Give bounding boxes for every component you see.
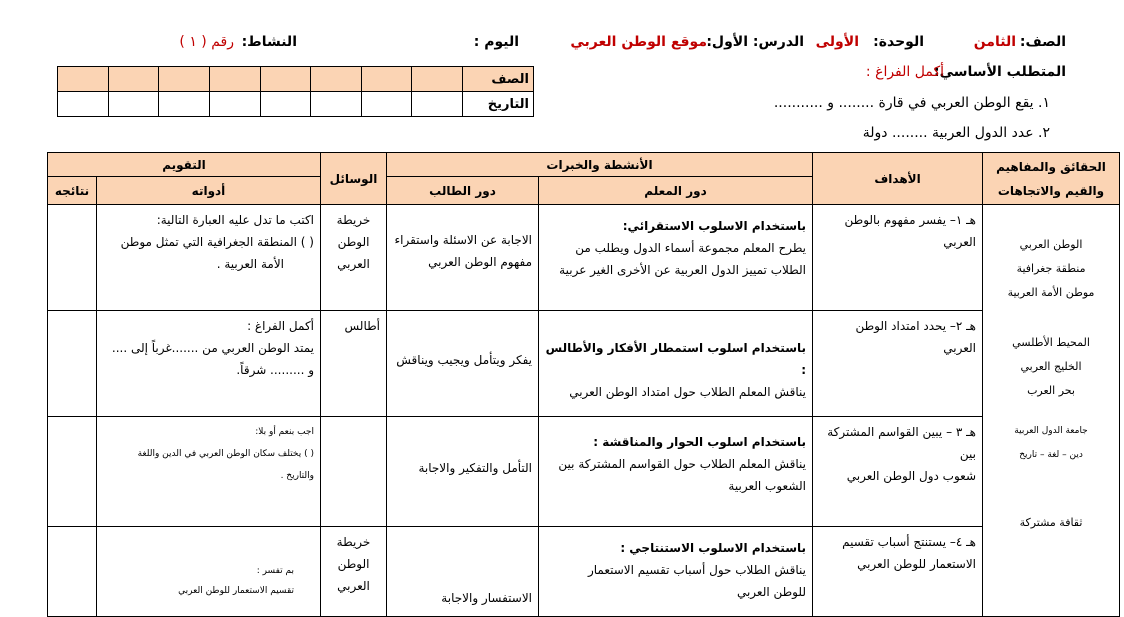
goal-text: هـ ١– يفسر مفهوم بالوطن العربي [844, 213, 977, 249]
tools-cell [97, 417, 321, 527]
means-text: الوطن [337, 557, 370, 571]
tools-text: الأمة العربية . [216, 257, 284, 271]
header-teacher: دور المعلم [539, 177, 813, 205]
teacher-text: يناقش المعلم الطلاب حول القواسم المشتركة بين [558, 457, 807, 471]
date-cell [58, 92, 109, 117]
means-text: أطالس [344, 319, 380, 333]
teacher-cell [539, 205, 813, 311]
class-label: الصف: [1019, 34, 1066, 50]
activity-label: النشاط: [241, 34, 297, 50]
tools-text: يمتد الوطن العربي من .......غرباً إلى .... [111, 341, 314, 355]
fact-item: الخليج العربي [1020, 360, 1082, 373]
date-cell [108, 92, 159, 117]
teacher-text: يطرح المعلم مجموعة أسماء الدول ويطلب من [575, 241, 807, 255]
day-label: اليوم : [473, 34, 519, 50]
teacher-text: الطلاب تمييز الدول العربية عن الأخرى الغير عربية [559, 263, 807, 277]
header-activities: الأنشطة والخبرات [387, 153, 813, 177]
fact-item: بحر العرب [1027, 384, 1075, 397]
header-facts: الحقائق والمفاهيم والقيم والاتجاهات [983, 153, 1120, 205]
means-text: العربي [337, 579, 370, 593]
results-cell [48, 205, 97, 311]
teacher-text: يناقش الطلاب حول أسباب تقسيم الاستعمار [587, 563, 807, 577]
fact-item: الوطن العربي [1019, 238, 1083, 251]
goal-text: الاستعمار للوطن العربي [857, 557, 977, 571]
means-cell [321, 417, 387, 527]
header-goals: الأهداف [813, 153, 983, 205]
results-cell [48, 417, 97, 527]
goal-cell [813, 311, 983, 417]
unit-value: الأولى [815, 34, 859, 50]
teacher-strategy: باستخدام اسلوب استمطار الأفكار والأطالس : [545, 341, 807, 377]
tools-text: ( ) المنطقة الجغرافية التي تمثل موطن [120, 235, 314, 249]
header-tools: أدواته [97, 177, 321, 205]
class-value: الثامن [973, 34, 1016, 50]
prereq-question-2: ٢. عدد الدول العربية ........ دولة [862, 125, 1050, 141]
date-cell [412, 92, 463, 117]
student-cell [387, 205, 539, 311]
fact-item: منطقة جغرافية [1016, 262, 1086, 275]
goal-text: هـ ٢– يحدد امتداد الوطن العربي [855, 319, 977, 355]
date-cell [58, 67, 109, 92]
activity-value: رقم ( ١ ) [179, 34, 234, 50]
teacher-strategy: باستخدام الاسلوب الاستقرائي: [622, 219, 807, 233]
goal-text: هـ ٤– يستنتج أسباب تقسيم [842, 535, 977, 549]
goal-text: هـ ٣ – يبين القواسم المشتركة بين [827, 425, 977, 461]
lesson-label: الدرس: الأول: [706, 34, 804, 50]
date-cell [209, 92, 260, 117]
teacher-strategy: باستخدام اسلوب الحوار والمناقشة : [593, 435, 807, 449]
prereq-label: المتطلب الأساسي: [934, 64, 1066, 80]
prereq-question-1: ١. يقع الوطن العربي في قارة ........ و ........... [773, 95, 1050, 111]
teacher-cell [539, 417, 813, 527]
teacher-strategy: باستخدام الاسلوب الاستنتاجي : [620, 541, 807, 555]
teacher-text: للوطن العربي [736, 585, 807, 599]
teacher-text: الشعوب العربية [728, 479, 807, 493]
student-cell [387, 417, 539, 527]
goal-cell [813, 205, 983, 311]
student-text: مفهوم الوطن العربي [428, 255, 533, 269]
teacher-text: يناقش المعلم الطلاب حول امتداد الوطن العربي [569, 385, 807, 399]
unit-label: الوحدة: [873, 34, 924, 50]
date-table-date-label: التاريخ [463, 92, 534, 117]
date-cell [311, 92, 362, 117]
means-text: العربي [337, 257, 370, 271]
lesson-plan-table [47, 152, 1120, 617]
means-text: الوطن [337, 235, 370, 249]
results-cell [48, 527, 97, 617]
fact-item: جامعة الدول العربية [1014, 426, 1088, 436]
student-text: التأمل والتفكير والاجابة [418, 461, 533, 475]
tools-cell [97, 205, 321, 311]
date-cell [159, 92, 210, 117]
student-text: الاجابة عن الاسئلة واستقراء [394, 233, 533, 247]
student-cell [387, 527, 539, 617]
fact-item: موطن الأمة العربية [1007, 286, 1095, 299]
date-cell [159, 67, 210, 92]
prereq-value: أكمل الفراغ : [865, 64, 944, 80]
goal-cell [813, 417, 983, 527]
table-row [48, 205, 1120, 311]
table-row [48, 417, 1120, 527]
fact-item: دين – لغة – تاريخ [1019, 450, 1083, 460]
teacher-cell [539, 527, 813, 617]
means-cell [321, 311, 387, 417]
fact-item: ثقافة مشتركة [1019, 516, 1083, 529]
tools-text: تقسيم الاستعمار للوطن العربي [178, 586, 294, 596]
teacher-cell [539, 311, 813, 417]
fact-item: المحيط الأطلسي [1012, 336, 1090, 349]
date-cell [412, 67, 463, 92]
header-results: نتائجه [48, 177, 97, 205]
table-row [48, 527, 1120, 617]
student-text: الاستفسار والاجابة [441, 591, 533, 605]
date-cell [361, 92, 412, 117]
tools-text: أكمل الفراغ : [247, 319, 314, 333]
goal-text: شعوب دول الوطن العربي [846, 469, 977, 483]
date-cell [108, 67, 159, 92]
date-table-class-label: الصف [463, 67, 534, 92]
date-table [57, 66, 534, 117]
date-cell [209, 67, 260, 92]
header-means: الوسائل [321, 153, 387, 205]
results-cell [48, 311, 97, 417]
date-cell [311, 67, 362, 92]
tools-text: و ......... شرقاً. [236, 363, 314, 377]
means-text: خريطة [336, 213, 371, 227]
means-cell [321, 205, 387, 311]
tools-text: اكتب ما تدل عليه العبارة التالية: [156, 213, 314, 227]
facts-cell [983, 205, 1120, 617]
tools-text: والتاريخ . [280, 471, 314, 481]
header-student: دور الطالب [387, 177, 539, 205]
tools-text: اجب بنعم أو بلا: [255, 427, 314, 437]
student-text: يفكر ويتأمل ويجيب ويناقش [396, 353, 533, 367]
table-row [48, 311, 1120, 417]
tools-text: بم تفسر : [256, 566, 294, 576]
tools-cell [97, 527, 321, 617]
date-cell [361, 67, 412, 92]
tools-cell [97, 311, 321, 417]
means-cell [321, 527, 387, 617]
means-text: خريطة [336, 535, 371, 549]
goal-cell [813, 527, 983, 617]
student-cell [387, 311, 539, 417]
date-cell [260, 92, 311, 117]
date-cell [260, 67, 311, 92]
tools-text: ( ) يختلف سكان الوطن العربي في الدين واللغة [137, 449, 314, 459]
header-evaluation: التقويم [48, 153, 321, 177]
lesson-value: موقع الوطن العربي [570, 34, 707, 50]
